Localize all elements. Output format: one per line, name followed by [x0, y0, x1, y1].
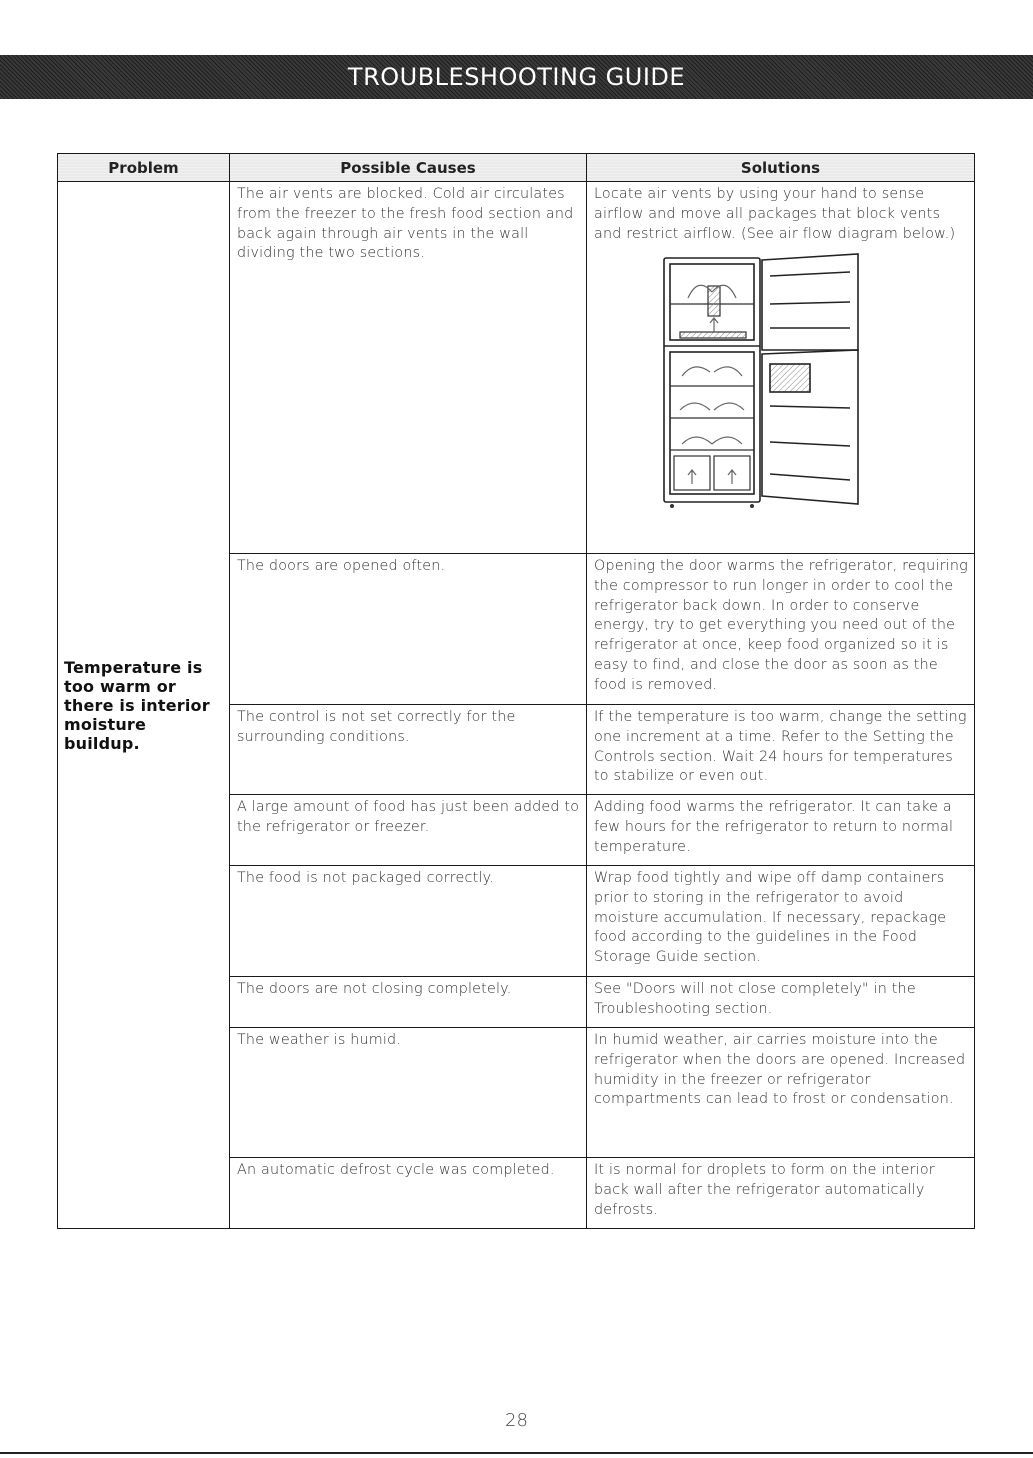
solution-cell: [587, 182, 975, 554]
problem-cell: Temperature is too warm or there is interior moisture buildup.: [58, 182, 230, 1229]
table-row: [58, 182, 975, 554]
solution-cell: Opening the door warms the refrigerator, requiring the compressor to run longer in order to cool the refrigerator back down. In order to conserve energy, try to get everything you need out of the refrigerator at once, keep food organized so it is easy to find, and close the door as soon as the food is removed.: [587, 554, 975, 705]
solution-text: Locate air vents by using your hand to sense airflow and move all packages that block vents and restrict airflow. (See air flow diagram below.): [594, 186, 956, 242]
solution-cell: In humid weather, air carries moisture into the refrigerator when the doors are opened. Increased humidity in the freezer or refrigerator compartments can lead to frost or condensation.: [587, 1028, 975, 1158]
open-door: [762, 254, 858, 504]
solution-cell: Wrap food tightly and wipe off damp containers prior to storing in the refrigerator to avoid moisture accumulation. If necessary, repackage food according to the guidelines in the Food Storage Guide section.: [587, 866, 975, 977]
header-banner: [0, 55, 1033, 99]
cause-cell: The doors are opened often.: [230, 554, 587, 705]
cause-cell: A large amount of food has just been added to the refrigerator or freezer.: [230, 795, 587, 866]
page-number: 28: [505, 1410, 528, 1431]
solution-cell: It is normal for droplets to form on the interior back wall after the refrigerator automatically defrosts.: [587, 1158, 975, 1229]
troubleshooting-table: [57, 153, 975, 1229]
cause-cell: The control is not set correctly for the surrounding conditions.: [230, 705, 587, 795]
column-header-solutions: Solutions: [587, 154, 975, 182]
cause-cell: The food is not packaged correctly.: [230, 866, 587, 977]
column-header-problem: Problem: [58, 154, 230, 182]
solution-cell: Adding food warms the refrigerator. It can take a few hours for the refrigerator to return to normal temperature.: [587, 795, 975, 866]
solution-cell: See "Doors will not close completely" in the Troubleshooting section.: [587, 977, 975, 1028]
cause-cell: The weather is humid.: [230, 1028, 587, 1158]
cause-cell: The air vents are blocked. Cold air circulates from the freezer to the fresh food section and back again through air vents in the wall dividing the two sections.: [230, 182, 587, 554]
footer-rule: [0, 1452, 1033, 1454]
solution-cell: If the temperature is too warm, change the setting one increment at a time. Refer to the Setting the Controls section. Wait 24 hours for temperatures to stabilize or even out.: [587, 705, 975, 795]
column-header-possible-causes: Possible Causes: [230, 154, 587, 182]
interior-shelves: [670, 286, 754, 490]
page-title: TROUBLESHOOTING GUIDE: [347, 63, 686, 91]
cause-cell: An automatic defrost cycle was completed.: [230, 1158, 587, 1229]
airflow-diagram: [658, 246, 868, 516]
refrigerator-feet: [670, 504, 754, 508]
cause-cell: The doors are not closing completely.: [230, 977, 587, 1028]
table-header-row: [58, 154, 975, 182]
